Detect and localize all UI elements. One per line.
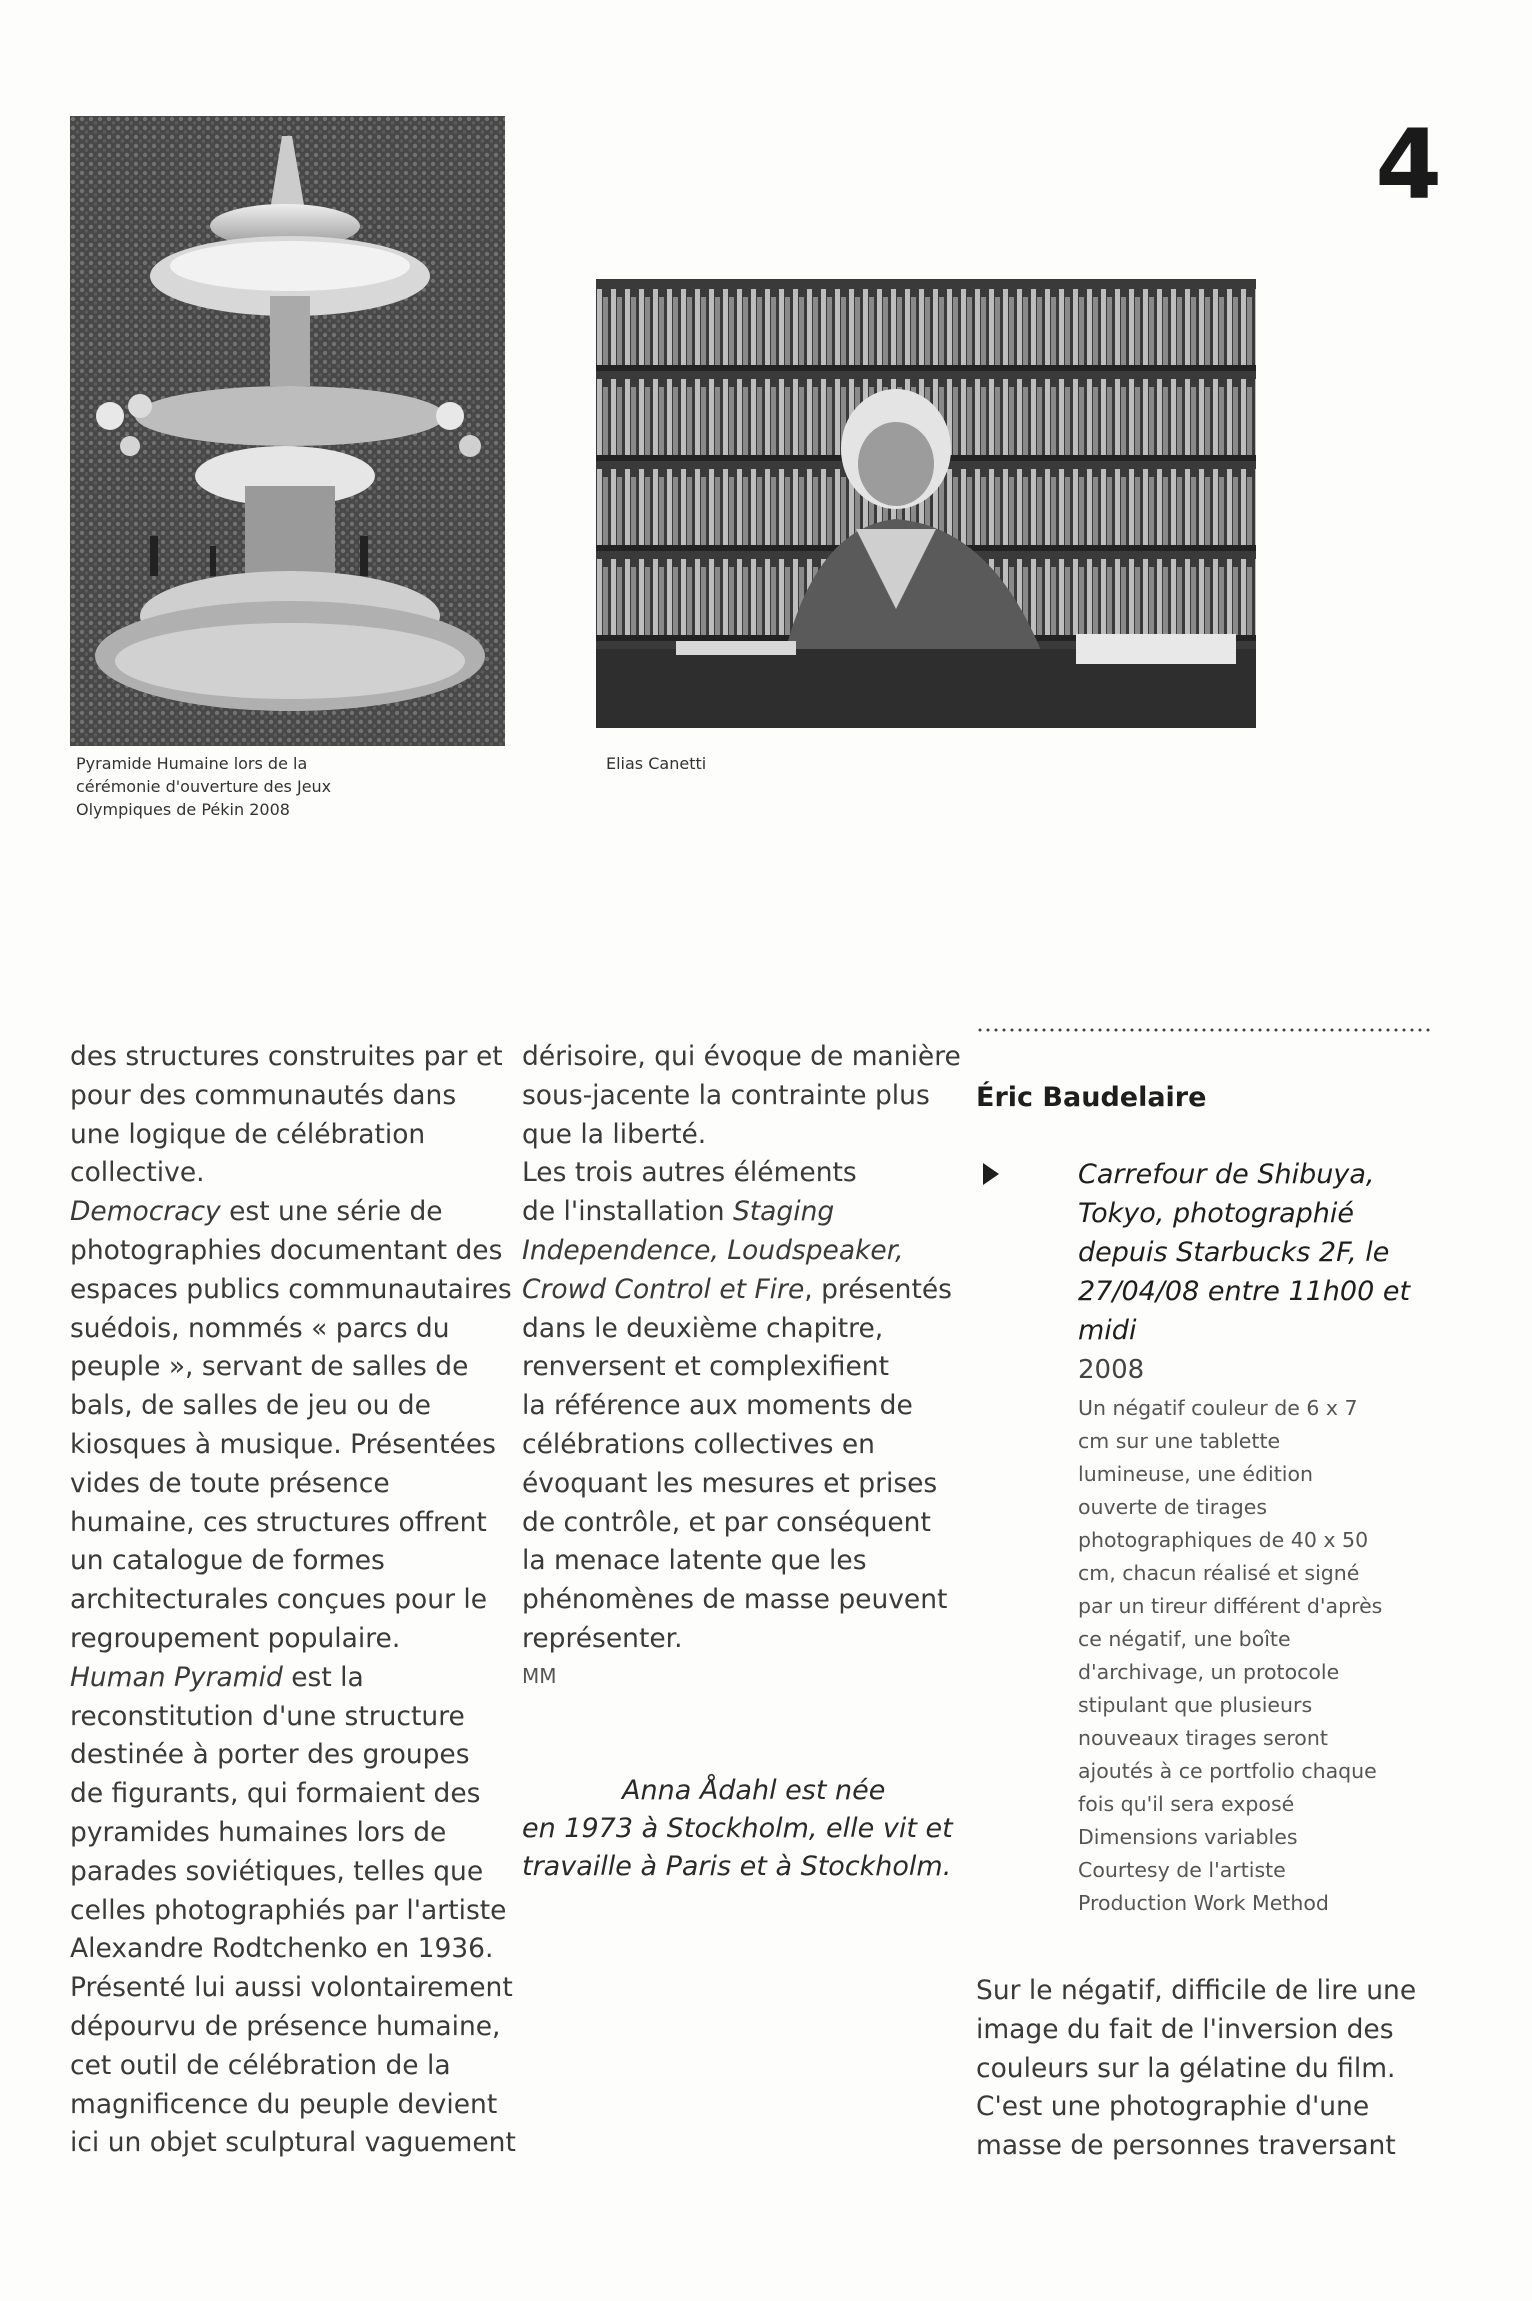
- text-line: dans le deuxième chapitre,: [522, 1312, 884, 1344]
- desc-line: Production Work Method: [1078, 1891, 1329, 1915]
- text-line: un catalogue de formes: [70, 1545, 385, 1577]
- text-line: Human Pyramid est la: [70, 1661, 364, 1693]
- work-title-line: midi: [1078, 1315, 1137, 1346]
- text-line: Alexandre Rodtchenko en 1936.: [70, 1933, 494, 1965]
- text-line: bals, de salles de jeu ou de: [70, 1390, 431, 1422]
- left-column-text: [70, 1038, 520, 2163]
- work-title-line: depuis Starbucks 2F, le: [1078, 1237, 1390, 1268]
- text-line: celles photographiés par l'artiste: [70, 1894, 507, 1926]
- text-line: cet outil de célébration de la: [70, 2049, 451, 2081]
- text-line: la menace latente que les: [522, 1545, 867, 1577]
- text-line: peuple », servant de salles de: [70, 1351, 469, 1383]
- artist-name: Éric Baudelaire: [976, 1082, 1207, 1113]
- text-line: reconstitution d'une structure: [70, 1700, 465, 1732]
- middle-column-text: [522, 1038, 962, 1693]
- dotted-separator: [976, 1028, 1432, 1032]
- text-line: suédois, nommés « parcs du: [70, 1312, 450, 1344]
- text-line: magnificence du peuple devient: [70, 2088, 498, 2120]
- desc-line: ouverte de tirages: [1078, 1495, 1268, 1519]
- text-line: dérisoire, qui évoque de manière: [522, 1041, 961, 1072]
- work-title-line: 27/04/08 entre 11h00 et: [1078, 1276, 1411, 1307]
- text-line: regroupement populaire.: [70, 1622, 401, 1654]
- text-line: masse de personnes traversant: [976, 2130, 1396, 2162]
- text-line: vides de toute présence: [70, 1467, 390, 1499]
- text-line: humaine, ces structures offrent: [70, 1506, 487, 1538]
- desc-line: Dimensions variables: [1078, 1825, 1298, 1849]
- text-line: Sur le négatif, difficile de lire une: [976, 1975, 1417, 2006]
- text-line: que la liberté.: [522, 1118, 707, 1150]
- text-line: dépourvu de présence humaine,: [70, 2010, 501, 2042]
- text-line: espaces publics communautaires: [70, 1273, 512, 1305]
- desc-line: Courtesy de l'artiste: [1078, 1858, 1286, 1882]
- text-line: Présenté lui aussi volontairement: [70, 1972, 513, 2004]
- desc-line: par un tireur différent d'après: [1078, 1594, 1383, 1618]
- work-year: 2008: [1078, 1355, 1145, 1385]
- pyramid-caption: Pyramide Humaine lors de la cérémonie d'ouverture des Jeux Olympiques de Pékin 2008: [76, 754, 332, 819]
- text-line: parades soviétiques, telles que: [70, 1855, 484, 1887]
- text-line: image du fait de l'inversion des: [976, 2013, 1394, 2045]
- author-signature: MM: [522, 1663, 557, 1688]
- bio-line: Anna Ådahl est née: [622, 1775, 886, 1806]
- desc-line: cm sur une tablette: [1078, 1429, 1281, 1453]
- text-line: C'est une photographie d'une: [976, 2091, 1370, 2123]
- text-line: sous-jacente la contrainte plus: [522, 1079, 930, 1111]
- work-title-line: Carrefour de Shibuya,: [1078, 1159, 1375, 1190]
- desc-line: ajoutés à ce portfolio chaque: [1078, 1759, 1377, 1783]
- work-title: [1078, 1155, 1438, 1350]
- desc-line: ce négatif, une boîte: [1078, 1627, 1291, 1651]
- text-line: couleurs sur la gélatine du film.: [976, 2052, 1396, 2084]
- text-line: de contrôle, et par conséquent: [522, 1506, 931, 1538]
- pyramid-photo: [70, 116, 505, 746]
- text-line: ici un objet sculptural vaguement: [70, 2127, 516, 2159]
- desc-line: cm, chacun réalisé et signé: [1078, 1561, 1360, 1585]
- work-title-human-pyramid: Human Pyramid: [70, 1661, 283, 1693]
- text-line: photographies documentant des: [70, 1234, 503, 1266]
- text-line: représenter.: [522, 1622, 683, 1654]
- text-line: la référence aux moments de: [522, 1390, 913, 1422]
- work-title-democracy: Democracy: [70, 1196, 221, 1228]
- artist-bio: [522, 1772, 962, 1886]
- page-number: 4: [1375, 109, 1442, 221]
- text-line: pyramides humaines lors de: [70, 1816, 447, 1848]
- text-line: une logique de célébration: [70, 1118, 426, 1150]
- desc-line: lumineuse, une édition: [1078, 1462, 1313, 1486]
- text-line: des structures construites par et: [70, 1041, 503, 1072]
- text-line: Independence, Loudspeaker,: [522, 1234, 904, 1266]
- work-details: [1078, 1155, 1438, 1920]
- text-line: évoquant les mesures et prises: [522, 1467, 938, 1499]
- desc-line: nouveaux tirages seront: [1078, 1726, 1328, 1750]
- work-description: [1078, 1392, 1438, 1920]
- text-line: Democracy est une série de: [70, 1196, 443, 1228]
- desc-line: d'archivage, un protocole: [1078, 1660, 1340, 1684]
- canetti-photo: [596, 279, 1256, 728]
- text-line: de l'installation Staging: [522, 1196, 835, 1228]
- text-line: phénomènes de masse peuvent: [522, 1584, 948, 1616]
- text-line: kiosques à musique. Présentées: [70, 1428, 496, 1460]
- text-line: destinée à porter des groupes: [70, 1739, 470, 1771]
- desc-line: Un négatif couleur de 6 x 7: [1078, 1396, 1358, 1420]
- canetti-caption: Elias Canetti: [606, 754, 707, 773]
- text-line: collective.: [70, 1157, 205, 1189]
- bio-line: travaille à Paris et à Stockholm.: [522, 1851, 952, 1882]
- text-line: Crowd Control et Fire, présentés: [522, 1273, 952, 1305]
- desc-line: stipulant que plusieurs: [1078, 1693, 1313, 1717]
- play-icon: [983, 1163, 999, 1185]
- text-line: Les trois autres éléments: [522, 1157, 857, 1189]
- text-line: de figurants, qui formaient des: [70, 1778, 481, 1810]
- text-line: pour des communautés dans: [70, 1079, 457, 1111]
- text-line: célébrations collectives en: [522, 1428, 875, 1460]
- text-line: architecturales conçues pour le: [70, 1584, 488, 1616]
- work-title-line: Tokyo, photographié: [1078, 1198, 1354, 1229]
- bio-line: en 1973 à Stockholm, elle vit et: [522, 1813, 953, 1844]
- text-line: renversent et complexifient: [522, 1351, 889, 1383]
- right-column-text: [976, 1972, 1436, 2166]
- desc-line: fois qu'il sera exposé: [1078, 1792, 1295, 1816]
- desc-line: photographiques de 40 x 50: [1078, 1528, 1369, 1552]
